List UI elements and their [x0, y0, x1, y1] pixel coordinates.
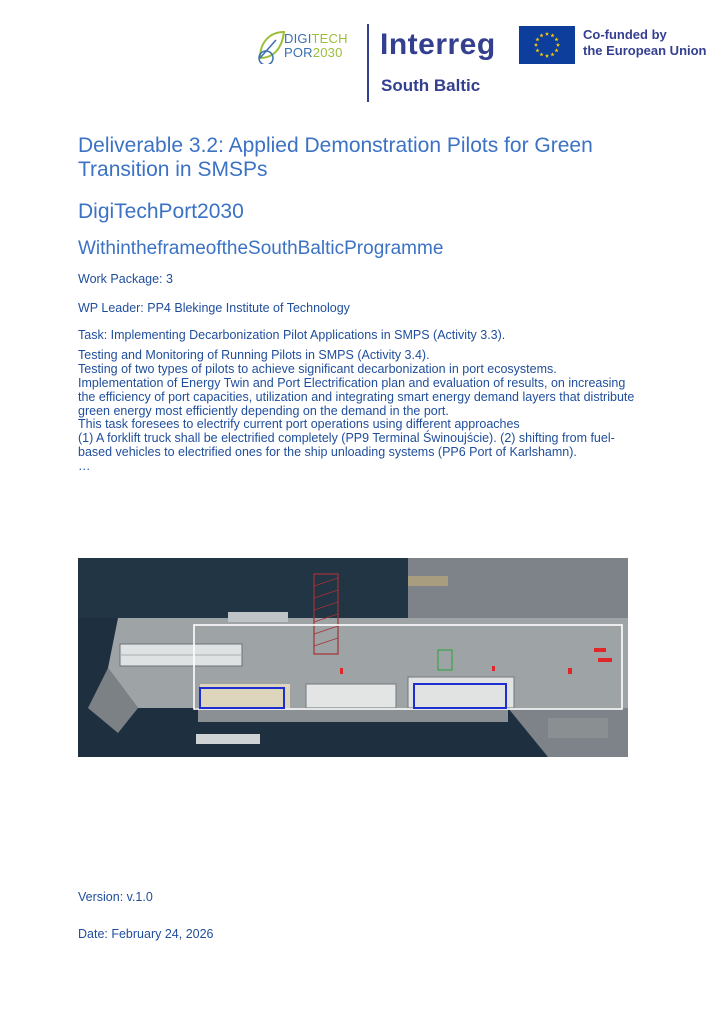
eu-star: [545, 54, 549, 58]
eu-star: [545, 32, 549, 36]
header-divider: [367, 24, 369, 102]
document-title: Deliverable 3.2: Applied Demonstration Pilots for Green Transition in SMSPs: [78, 134, 593, 181]
task-line: Testing and Monitoring of Running Pilots in SMPS (Activity 3.4).: [78, 347, 430, 362]
eu-star: [539, 33, 543, 37]
task-line: …: [78, 459, 91, 474]
eu-star: [539, 52, 543, 56]
task-line: Task: Implementing Decarbonization Pilot Applications in SMPS (Activity 3.3).: [78, 328, 506, 342]
eu-star: [556, 43, 560, 47]
task-description: [78, 329, 688, 474]
document-date: Date: February 24, 2026: [78, 927, 214, 941]
eu-star: [535, 48, 539, 52]
digitech-logo-line1: DIGITECH: [284, 31, 348, 46]
eu-label-line2: the European Union: [583, 43, 707, 58]
task-line: the efficiency of port capacities, utilization and integrating smart energy demand layers that distribute: [78, 389, 635, 404]
eu-star: [534, 43, 538, 47]
programme-frame: WithintheframeoftheSouthBalticProgramme: [78, 238, 444, 259]
eu-star: [535, 37, 539, 41]
eu-star: [554, 48, 558, 52]
work-package: Work Package: 3: [78, 272, 173, 286]
task-line: based vehicles to electrified ones for the ship unloading systems (PP6 Port of Karlshamn).: [78, 445, 577, 460]
eu-star: [554, 37, 558, 41]
eu-cofunded-label: [583, 27, 707, 59]
eu-label-line1: Co-funded by: [583, 27, 667, 42]
document-version: Version: v.1.0: [78, 890, 153, 904]
eu-star: [550, 52, 554, 56]
interreg-logo-text: Interreg: [380, 28, 496, 61]
task-line: (1) A forklift truck shall be electrified completely (PP9 Terminal Świnoujście). (2) shifting from fuel-: [78, 431, 615, 446]
task-line: green energy most efficiently depending on the demand in the port.: [78, 403, 449, 418]
task-line: Testing of two types of pilots to achieve significant decarbonization in port ecosystems.: [78, 361, 557, 376]
port-aerial-photo: [78, 558, 628, 757]
interreg-region-text: South Baltic: [381, 76, 481, 95]
digitech-port-logo: [256, 28, 356, 64]
digitech-logo-line2: POR2030: [284, 45, 343, 60]
task-line: Implementation of Energy Twin and Port Electrification plan and evaluation of results, on increasing: [78, 375, 626, 390]
eu-star: [550, 33, 554, 37]
task-line: This task foresees to electrify current port operations using different approaches: [78, 417, 520, 432]
project-name: DigiTechPort2030: [78, 200, 244, 223]
eu-flag-icon: [519, 26, 575, 64]
digitech-leaf-icon: [256, 28, 286, 64]
wp-leader: WP Leader: PP4 Blekinge Institute of Technology: [78, 301, 350, 315]
